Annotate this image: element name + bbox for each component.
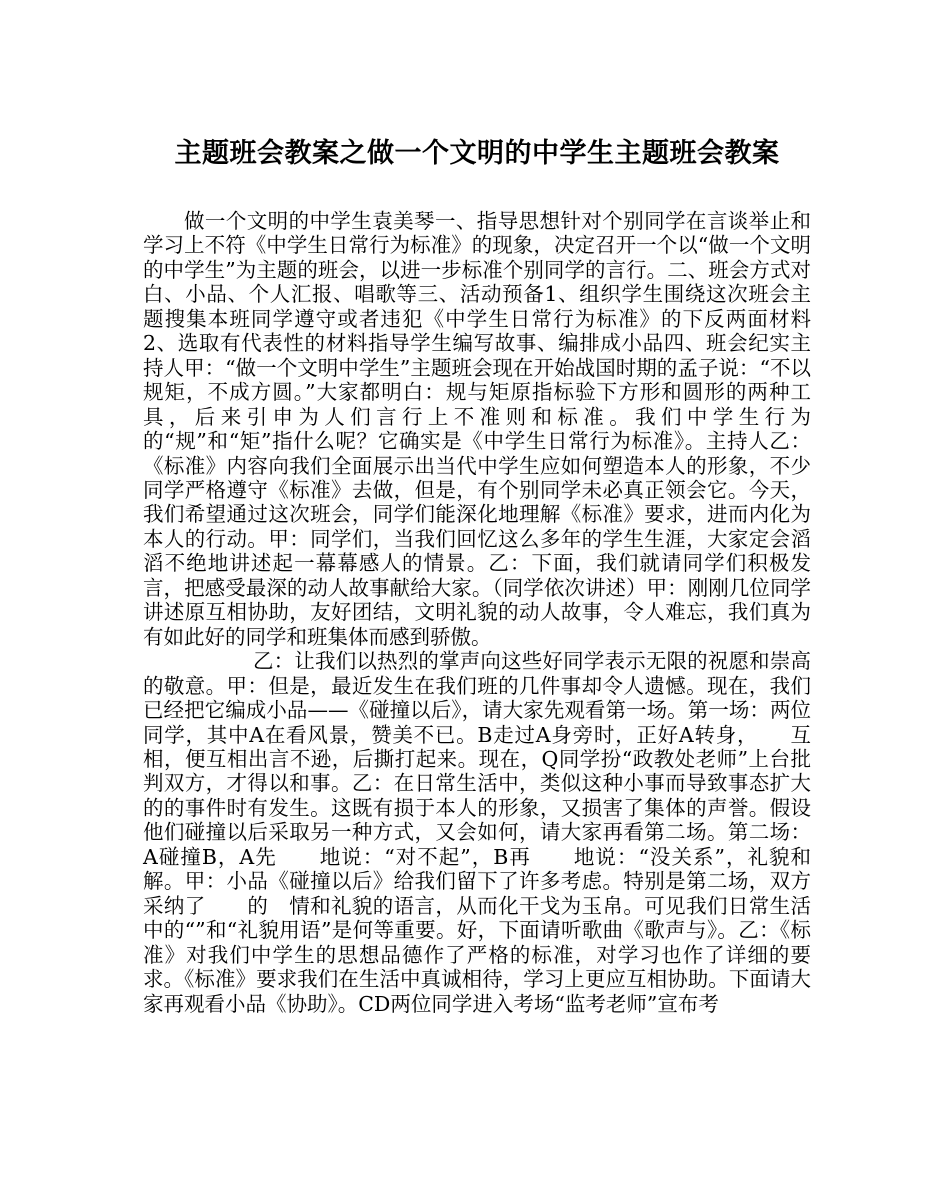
body-paragraph: 乙：让我们以热烈的掌声向这些好同学表示无限的祝愿和崇高的敬意。甲：但是，最近发生在我们班的几件事却令人遗憾。现在，我们已经把它编成小品——《碰撞以后》，请大家先观看第一场。第一场：两位同学，其中A在看风景，赞美不已。B走过A身旁时，正好A转身， 互相，便互相出言不逊，后撕打起来。现在，Q同学扮“政教处老师”上台批判双方，才得以和事。乙：在日常生活中，类似这种小事而导致事态扩大的的事件时有发生。这既有损于本人的形象，又损害了集体的声誉。假设他们碰撞以后采取另一种方式，又会如何，请大家再看第二场。第二场：A碰撞B，A先 地说：“对不起”，B再 地说：“没关系”，礼貌和解。甲：小品《碰撞以后》给我们留下了许多考虑。特别是第二场，双方采纳了 的 情和礼貌的语言，从而化干戈为玉帛。可见我们日常生活中的“”和“礼貌用语”是何等重要。好，下面请听歌曲《歌声与》。乙：《标准》对我们中学生的思想品德作了严格的标准，对学习也作了详细的要求。《标准》要求我们在生活中真诚相待，学习上更应互相协助。下面请大家再观看小品《协助》。CD两位同学进入考场“监考老师”宣布考 — [143, 649, 811, 1016]
document-title: 主题班会教案之做一个文明的中学生主题班会教案 — [174, 138, 780, 169]
body-paragraph: 做一个文明的中学生袁美琴一、指导思想针对个别同学在言谈举止和学习上不符《中学生日常行为标准》的现象，决定召开一个以“做一个文明的中学生”为主题的班会，以进一步标准个别同学的言行。二、班会方式对白、小品、个人汇报、唱歌等三、活动预备1、组织学生围绕这次班会主题搜集本班同学遵守或者违犯《中学生日常行为标准》的下反两面材料2、选取有代表性的材料指导学生编写故事、编排成小品四、班会纪实主持人甲：“做一个文明中学生”主题班会现在开始战国时期的孟子说：“不以规矩，不成方圆。”大家都明白：规与矩原指标验下方形和圆形的两种工具，后来引申为人们言行上不准则和标准。我们中学生行为的“规”和“矩”指什么呢？它确实是《中学生日常行为标准》。主持人乙：《标准》内容向我们全面展示出当代中学生应如何塑造本人的形象，不少同学严格遵守《标准》去做，但是，有个别同学未必真正领会它。今天，我们希望通过这次班会，同学们能深化地理解《标准》要求，进而内化为本人的行动。甲：同学们，当我们回忆这么多年的学生生涯，大家定会滔滔不绝地讲述起一幕幕感人的情景。乙：下面，我们就请同学们积极发言，把感受最深的动人故事献给大家。（同学依次讲述）甲：刚刚几位同学讲述原互相协助，友好团结，文明礼貌的动人故事，令人难忘，我们真为有如此好的同学和班集体而感到骄傲。 — [143, 209, 811, 649]
document-body — [143, 209, 811, 1016]
